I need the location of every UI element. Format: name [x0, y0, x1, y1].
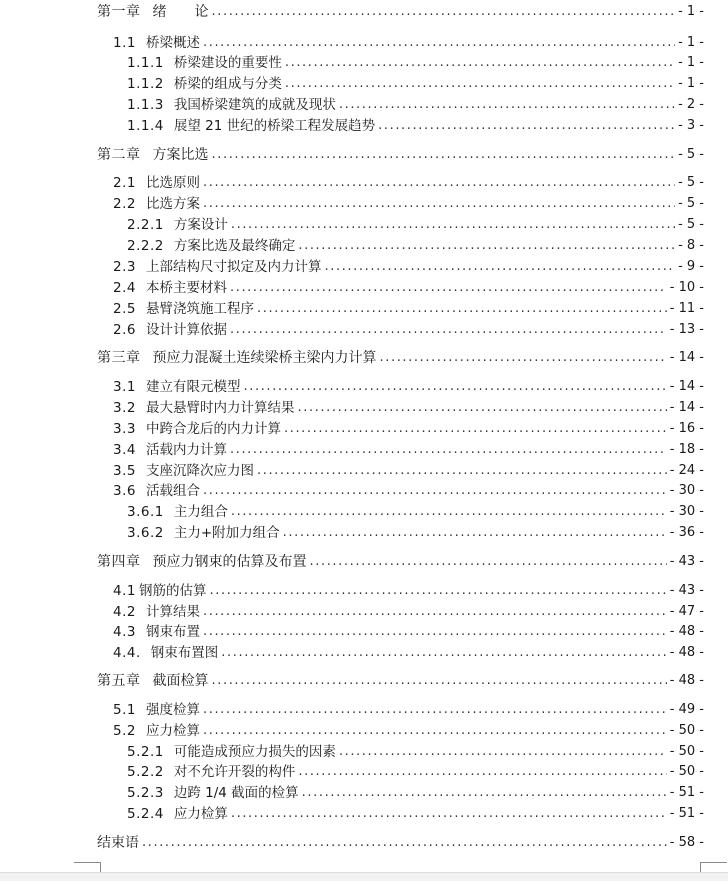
toc-subsection-entry[interactable]: [127, 53, 704, 73]
toc-entry-title: 活载组合: [145, 483, 200, 499]
toc-subsection-entry[interactable]: [127, 523, 704, 543]
toc-entry-number: 1.1.4: [127, 118, 164, 134]
toc-section-entry[interactable]: [113, 419, 704, 439]
toc-dot-leader: [203, 721, 667, 741]
toc-dot-leader: [339, 95, 675, 115]
toc-section-entry[interactable]: [113, 622, 704, 642]
toc-page-number: - 1 -: [678, 76, 704, 91]
toc-entry-title: 钢束布置图: [150, 645, 219, 661]
toc-dot-leader: [284, 419, 667, 439]
toc-subsection-entry[interactable]: [127, 74, 704, 94]
toc-page-number: - 48 -: [669, 645, 704, 660]
toc-dot-leader: [231, 215, 675, 235]
toc-entry-number: 5.2.3: [127, 785, 164, 801]
toc-section-entry[interactable]: [113, 33, 704, 53]
toc-page-number: - 50 -: [669, 744, 704, 759]
toc-page-number: - 47 -: [669, 604, 704, 619]
toc-page-number: - 1 -: [678, 35, 704, 50]
toc-entry-title: 预应力钢束的估算及布置: [152, 554, 307, 570]
toc-entry-number: 1.1.1: [127, 55, 164, 71]
toc-subsection-entry[interactable]: [127, 804, 704, 824]
toc-dot-leader: [203, 33, 675, 53]
toc-page-number: - 50 -: [669, 764, 704, 779]
toc-dot-leader: [310, 552, 667, 572]
toc-entry-number: 第五章: [97, 673, 141, 689]
toc-dot-leader: [203, 481, 667, 501]
toc-dot-leader: [230, 278, 667, 298]
toc-dot-leader: [203, 194, 675, 214]
toc-section-entry[interactable]: [113, 461, 704, 481]
toc-entry-title: 悬臂浇筑施工程序: [145, 301, 254, 317]
toc-page-number: - 1 -: [678, 4, 704, 19]
toc-entry-number: 5.1: [113, 702, 136, 718]
toc-chapter-entry[interactable]: [97, 552, 704, 572]
toc-section-entry[interactable]: [113, 398, 704, 418]
toc-entry-title: 钢筋的估算: [138, 583, 207, 599]
toc-entry-title: 钢束布置: [145, 624, 200, 640]
toc-entry-number: 2.3: [113, 259, 136, 275]
toc-dot-leader: [302, 783, 667, 803]
toc-entry-number: 5.2.4: [127, 806, 164, 822]
toc-page-number: - 36 -: [669, 525, 704, 540]
toc-dot-leader: [380, 348, 667, 368]
toc-page-number: - 51 -: [669, 806, 704, 821]
toc-page-number: - 48 -: [669, 624, 704, 639]
toc-page-number: - 58 -: [669, 835, 704, 850]
toc-entry-number: 3.2: [113, 400, 136, 416]
toc-page-number: - 5 -: [678, 175, 704, 190]
toc-entry-number: 4.3: [113, 624, 136, 640]
toc-dot-leader: [339, 742, 667, 762]
toc-entry-number: 3.1: [113, 379, 136, 395]
toc-dot-leader: [285, 53, 675, 73]
toc-entry-title: 方案比选及最终确定: [173, 238, 296, 254]
toc-entry-title: 预应力混凝土连续梁桥主梁内力计算: [152, 350, 377, 366]
toc-dot-leader: [297, 398, 666, 418]
toc-dot-leader: [298, 236, 675, 256]
toc-page-number: - 10 -: [669, 280, 704, 295]
toc-dot-leader: [285, 74, 675, 94]
toc-entry-title: 我国桥梁建筑的成就及现状: [173, 97, 336, 113]
toc-page-number: - 1 -: [678, 55, 704, 70]
toc-chapter-entry[interactable]: [97, 671, 704, 691]
toc-entry-number: 1.1.3: [127, 97, 164, 113]
toc-dot-leader: [231, 804, 667, 824]
toc-page-number: - 50 -: [669, 723, 704, 738]
toc-entry-title: 可能造成预应力损失的因素: [173, 744, 336, 760]
toc-entry-number: 3.6.2: [127, 525, 164, 541]
toc-section-entry[interactable]: [113, 320, 704, 340]
toc-section-entry[interactable]: [113, 721, 704, 741]
toc-page-number: - 9 -: [678, 259, 704, 274]
toc-subsection-entry[interactable]: [127, 95, 704, 115]
toc-page-number: - 16 -: [669, 421, 704, 436]
toc-dot-leader: [257, 461, 667, 481]
toc-page-number: - 8 -: [678, 238, 704, 253]
toc-subsection-entry[interactable]: [127, 502, 704, 522]
toc-section-entry[interactable]: [113, 581, 704, 601]
toc-section-entry[interactable]: [113, 194, 704, 214]
toc-entry-title: 对不允许开裂的构件: [173, 764, 296, 780]
toc-entry-title: 建立有限元模型: [145, 379, 241, 395]
toc-entry-number: 第四章: [97, 554, 141, 570]
toc-entry-number: 2.2: [113, 196, 136, 212]
toc-page-number: - 18 -: [669, 442, 704, 457]
toc-entry-number: 2.5: [113, 301, 136, 317]
toc-entry-title: 支座沉降次应力图: [145, 463, 254, 479]
toc-entry-number: 3.6: [113, 483, 136, 499]
toc-entry-title: 中跨合龙后的内力计算: [145, 421, 281, 437]
toc-entry-number: 2.6: [113, 322, 136, 338]
toc-entry-number: 2.2.1: [127, 217, 164, 233]
toc-page-number: - 24 -: [669, 463, 704, 478]
toc-subsection-entry[interactable]: [127, 215, 704, 235]
toc-dot-leader: [203, 700, 667, 720]
toc-dot-leader: [230, 440, 667, 460]
toc-section-entry[interactable]: [113, 377, 704, 397]
toc-entry-title: 桥梁建设的重要性: [173, 55, 282, 71]
toc-page-number: - 3 -: [678, 118, 704, 133]
toc-entry-number: 4.4.: [113, 645, 141, 661]
toc-chapter-entry[interactable]: [97, 348, 704, 368]
toc-dot-leader: [221, 643, 667, 663]
toc-section-entry[interactable]: [113, 257, 704, 277]
toc-page-number: - 51 -: [669, 785, 704, 800]
toc-entry-number: 3.3: [113, 421, 136, 437]
toc-section-entry[interactable]: [113, 278, 704, 298]
toc-entry-title: 比选原则: [145, 175, 200, 191]
toc-entry-number: 5.2: [113, 723, 136, 739]
toc-section-entry[interactable]: [113, 700, 704, 720]
toc-dot-leader: [212, 2, 676, 22]
toc-entry-title: 桥梁概述: [145, 35, 200, 51]
toc-page-number: - 11 -: [669, 301, 704, 316]
toc-entry-title: 主力+附加力组合: [173, 525, 280, 541]
toc-entry-number: 5.2.1: [127, 744, 164, 760]
toc-entry-number: 5.2.2: [127, 764, 164, 780]
toc-entry-number: 4.2: [113, 604, 136, 620]
toc-page-number: - 48 -: [669, 673, 704, 688]
toc-subsection-entry[interactable]: [127, 762, 704, 782]
toc-entry-number: 4.1: [113, 583, 136, 599]
toc-page-number: - 43 -: [669, 583, 704, 598]
toc-page-number: - 14 -: [669, 379, 704, 394]
toc-subsection-entry[interactable]: [127, 783, 704, 803]
toc-entry-title: 上部结构尺寸拟定及内力计算: [145, 259, 322, 275]
toc-page-number: - 30 -: [669, 483, 704, 498]
toc-dot-leader: [378, 116, 675, 136]
toc-page-number: - 49 -: [669, 702, 704, 717]
toc-subsection-entry[interactable]: [127, 116, 704, 136]
toc-entry-number: 第一章: [97, 4, 141, 20]
toc-subsection-entry[interactable]: [127, 742, 704, 762]
toc-section-entry[interactable]: [113, 643, 704, 663]
toc-dot-leader: [203, 602, 667, 622]
toc-page-number: - 30 -: [669, 504, 704, 519]
toc-entry-number: 3.6.1: [127, 504, 164, 520]
toc-page-number: - 5 -: [678, 217, 704, 232]
toc-section-entry[interactable]: [113, 299, 704, 319]
toc-entry-title: 绪 论: [152, 4, 209, 20]
toc-section-entry[interactable]: [113, 440, 704, 460]
toc-dot-leader: [209, 581, 666, 601]
toc-dot-leader: [142, 833, 667, 853]
toc-page-number: - 5 -: [678, 147, 704, 162]
toc-subsection-entry[interactable]: [127, 236, 704, 256]
toc-section-entry[interactable]: [113, 173, 704, 193]
toc-entry-title: 应力检算: [173, 806, 228, 822]
toc-dot-leader: [283, 523, 667, 543]
toc-entry-title: 边跨 1/4 截面的检算: [173, 785, 299, 801]
toc-entry-title: 主力组合: [173, 504, 228, 520]
toc-entry-number: 2.1: [113, 175, 136, 191]
toc-dot-leader: [203, 622, 667, 642]
toc-page-number: - 14 -: [669, 350, 704, 365]
toc-entry-number: 1.1: [113, 35, 136, 51]
toc-dot-leader: [257, 299, 667, 319]
toc-section-entry[interactable]: [113, 602, 704, 622]
toc-entry-title: 计算结果: [145, 604, 200, 620]
toc-chapter-entry[interactable]: [97, 145, 704, 165]
toc-chapter-entry[interactable]: [97, 2, 704, 22]
toc-entry-number: 第二章: [97, 147, 141, 163]
toc-entry-title: 桥梁的组成与分类: [173, 76, 282, 92]
toc-dot-leader: [230, 320, 667, 340]
toc-page-number: - 43 -: [669, 554, 704, 569]
toc-entry-title: 比选方案: [145, 196, 200, 212]
toc-page-number: - 14 -: [669, 400, 704, 415]
toc-dot-leader: [324, 257, 675, 277]
toc-entry-number: 3.4: [113, 442, 136, 458]
toc-dot-leader: [212, 671, 667, 691]
toc-dot-leader: [203, 173, 675, 193]
toc-entry-number: 第三章: [97, 350, 141, 366]
toc-entry-number: 2.2.2: [127, 238, 164, 254]
toc-entry-title: 活载内力计算: [145, 442, 227, 458]
toc-dot-leader: [231, 502, 667, 522]
toc-entry-title: 方案设计: [173, 217, 228, 233]
toc-entry-title: 方案比选: [152, 147, 209, 163]
toc-page-number: - 13 -: [669, 322, 704, 337]
toc-entry-title: 结束语: [97, 835, 139, 851]
toc-section-entry[interactable]: [113, 481, 704, 501]
toc-page-number: - 2 -: [678, 97, 704, 112]
toc-page-number: - 5 -: [678, 196, 704, 211]
toc-entry-number: 1.1.2: [127, 76, 164, 92]
toc-entry-title: 应力检算: [145, 723, 200, 739]
toc-entry-number: 3.5: [113, 463, 136, 479]
toc-chapter-entry[interactable]: [97, 833, 704, 853]
toc-entry-number: 2.4: [113, 280, 136, 296]
toc-dot-leader: [212, 145, 676, 165]
toc-entry-title: 强度检算: [145, 702, 200, 718]
toc-dot-leader: [298, 762, 666, 782]
toc-entry-title: 设计计算依据: [145, 322, 227, 338]
toc-entry-title: 本桥主要材料: [145, 280, 227, 296]
toc-entry-title: 截面检算: [152, 673, 209, 689]
toc-entry-title: 最大悬臂时内力计算结果: [145, 400, 295, 416]
toc-entry-title: 展望 21 世纪的桥梁工程发展趋势: [173, 118, 376, 134]
toc-dot-leader: [243, 377, 666, 397]
